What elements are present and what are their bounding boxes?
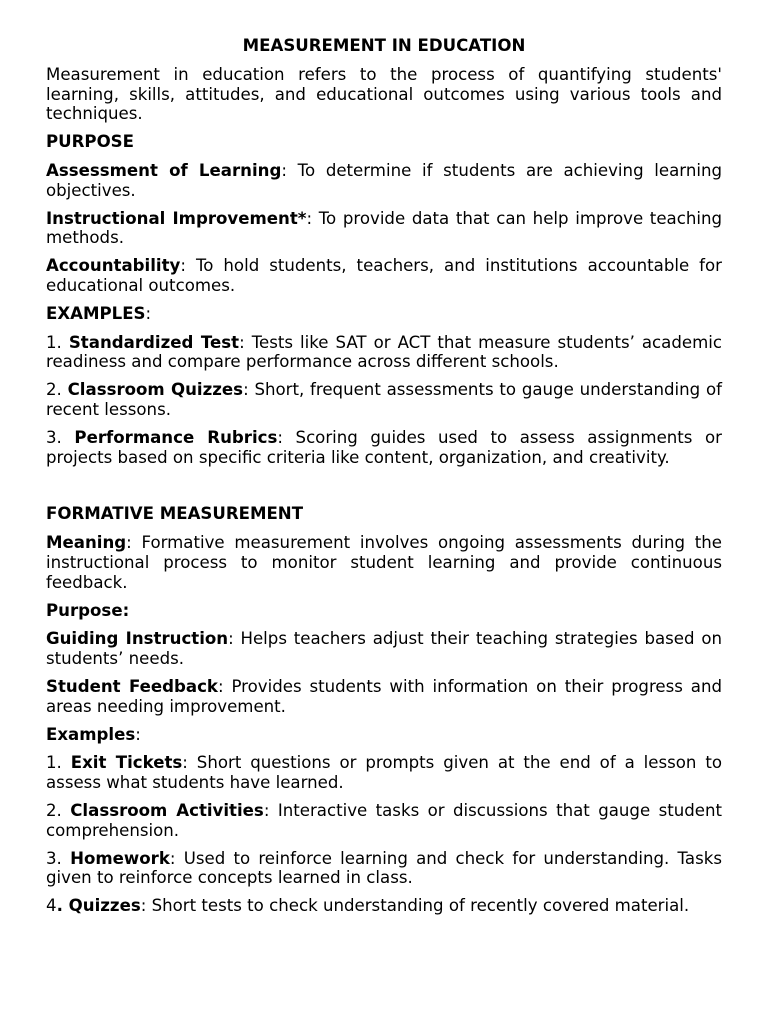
example-number: 2. — [46, 380, 68, 400]
formative-purpose-heading: Purpose: — [46, 600, 130, 620]
example-term: Classroom Quizzes — [67, 380, 244, 400]
formative-example-number: 4 — [46, 896, 57, 916]
formative-example-item — [46, 753, 722, 793]
formative-example-text: : Short questions or prompts given at the end of a lesson to assess what students have learned. — [46, 753, 722, 793]
meaning-term: Meaning — [46, 533, 127, 553]
example-term: Standardized Test — [68, 332, 240, 352]
formative-example-text: : Short tests to check understanding of recently covered material. — [140, 896, 690, 916]
examples-heading-label: EXAMPLES — [46, 303, 146, 323]
purpose-item — [46, 209, 722, 249]
example-text: : Tests like SAT or ACT that measure students’ academic readiness and compare performance across different schools. — [46, 332, 722, 372]
example-number: 1. — [46, 332, 69, 352]
formative-example-text: : Interactive tasks or discussions that gauge student comprehension. — [46, 800, 722, 840]
document-title: MEASUREMENT IN EDUCATION — [242, 36, 526, 55]
formative-purpose-text: : Helps teachers adjust their teaching strategies based on students’ needs. — [46, 629, 722, 669]
example-item — [46, 333, 722, 373]
intro-paragraph: Measurement in education refers to the process of quantifying students' learning, skills, attitudes, and educational outcomes using various tools and techniques. — [46, 64, 722, 124]
formative-purpose-item — [46, 629, 722, 669]
formative-heading: FORMATIVE MEASUREMENT — [46, 504, 304, 524]
formative-purpose-item — [46, 677, 722, 717]
purpose-term: Accountability — [46, 256, 181, 276]
section-spacer — [46, 475, 722, 504]
formative-examples-heading — [46, 725, 722, 745]
formative-purpose-term: Student Feedback — [46, 676, 218, 696]
formative-example-term: . Quizzes — [56, 896, 141, 916]
formative-example-term: Exit Tickets — [70, 753, 183, 773]
formative-purpose-term: Guiding Instruction — [46, 629, 229, 649]
purpose-heading: PURPOSE — [46, 132, 134, 152]
examples-heading-suffix: : — [145, 303, 152, 323]
example-number: 3. — [46, 427, 75, 447]
formative-example-number: 2. — [46, 800, 71, 820]
formative-example-item — [46, 896, 722, 916]
example-item — [46, 380, 722, 420]
example-term: Performance Rubrics — [74, 427, 278, 447]
purpose-term: Assessment of Learning — [46, 160, 282, 180]
formative-example-item — [46, 849, 722, 889]
formative-example-number: 3. — [46, 848, 71, 868]
formative-example-number: 1. — [46, 753, 71, 773]
purpose-text: : To determine if students are achieving learning objectives. — [46, 160, 722, 200]
example-text: : Scoring guides used to assess assignments or projects based on specific criteria like content, organization, and creativity. — [46, 427, 723, 467]
formative-examples-heading-label: Examples — [46, 724, 136, 744]
examples-heading — [46, 304, 722, 324]
formative-example-term: Classroom Activities — [70, 800, 264, 820]
document-page — [46, 36, 722, 924]
example-item — [46, 428, 722, 468]
example-text: : Short, frequent assessments to gauge understanding of recent lessons. — [46, 380, 722, 419]
purpose-item — [46, 161, 722, 201]
purpose-text: : To provide data that can help improve teaching methods. — [46, 208, 722, 248]
formative-example-item — [46, 801, 722, 841]
formative-examples-heading-suffix: : — [135, 724, 141, 744]
formative-meaning — [46, 533, 722, 592]
purpose-term: Instructional Improvement* — [46, 208, 307, 228]
purpose-item — [46, 256, 722, 296]
meaning-text: : Formative measurement involves ongoing assessments during the instructional process to monitor student learning and provide continuous feedback. — [46, 533, 722, 592]
formative-example-term: Homework — [70, 848, 170, 868]
formative-purpose-text: : Provides students with information on their progress and areas needing improvement. — [46, 676, 723, 716]
formative-example-text: : Used to reinforce learning and check for understanding. Tasks given to reinforce concepts learned in class. — [46, 848, 723, 888]
purpose-text: : To hold students, teachers, and institutions accountable for educational outcomes. — [46, 256, 722, 295]
